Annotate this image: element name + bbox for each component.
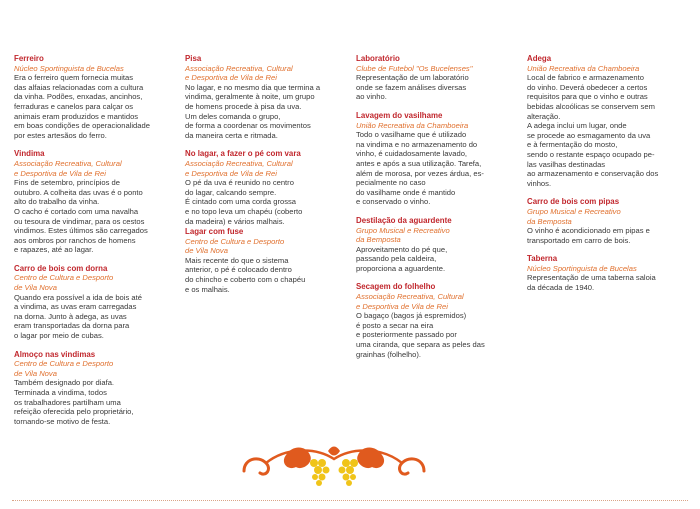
entry [185, 227, 349, 294]
entry [527, 54, 691, 188]
entry-organization: Centro de Cultura e Desporto de Vila Nova [14, 273, 114, 293]
entry-description: Representação de um laboratório onde se fazem análises diversas ao vinho. [356, 73, 469, 102]
entry-organization: Associação Recreativa, Cultural e Desportiva de Vila de Rei [185, 158, 293, 178]
entry-organization: Associação Recreativa, Cultural e Desportiva de Vila de Rei [14, 158, 122, 178]
entry-title: Vindima [14, 149, 45, 159]
entry-organization: Centro de Cultura e Desporto de Vila Nova [185, 236, 285, 256]
column-4 [527, 54, 691, 302]
entry-organization: Associação Recreativa, Cultural e Desportiva de Vila de Rei [185, 63, 293, 83]
entry [356, 54, 520, 102]
entry-description: Aproveitamento do pé que, passando pela caldeira, proporciona a aguardente. [356, 244, 448, 273]
entry-title: Almoço nas vindimas [14, 349, 96, 359]
entry-organization: União Recreativa da Chamboeira [356, 120, 469, 130]
column-3 [356, 54, 520, 368]
entry-organization: Núcleo Sportinguista de Bucelas [527, 263, 637, 273]
dotted-divider [12, 500, 688, 501]
entry-description: Representação de uma taberna saloia da década de 1940. [527, 273, 656, 293]
entry [527, 197, 691, 245]
entry-organization: Associação Recreativa, Cultural e Desportiva de Vila de Rei [356, 292, 464, 311]
entry-title: No lagar, a fazer o pé com vara [185, 149, 301, 159]
entry-title: Adega [527, 54, 552, 63]
entry-description: Quando era possível a ida de bois até a vindima, as uvas eram carregadas na dorna. Junto à adega, as uvas eram transportadas da dorna para o lagar por meio de cubas. [14, 292, 142, 341]
entry-description: Fins de setembro, princípios de outubro. A colheita das uvas é o ponto alto do trabalho da vinha. O cacho é cortado com uma navalha ou tesoura de vindimar, para os cestos vindimos. Estes últimos são carregados aos ombros por ranchos de homens e rapazes, até ao lagar. [14, 178, 148, 255]
entry-title: Lavagem do vasilhame [356, 110, 443, 120]
entry [527, 254, 691, 292]
entry [14, 350, 178, 427]
entry [185, 149, 349, 226]
column-2 [185, 54, 349, 303]
entry-description: O vinho é acondicionado em pipas e transportado em carro de bois. [527, 226, 650, 245]
entry-organization: Centro de Cultura e Desporto de Vila Nova [14, 359, 114, 378]
entry [14, 264, 178, 341]
grape-cluster-icon [310, 459, 358, 486]
entry-organization: Grupo Musical e Recreativo da Bemposta [356, 225, 450, 245]
entry-title: Carro de bois com pipas [527, 197, 620, 207]
entry-title: Secagem do folhelho [356, 282, 436, 292]
entry-organization: Grupo Musical e Recreativo da Bemposta [527, 206, 621, 226]
entry-title: Laboratório [356, 54, 400, 63]
entry-description: Todo o vasilhame que é utilizado na vindima e no armazenamento do vinho, é cuidadosamente lavado, antes e após a sua utilização. Tarefa, além de morosa, por vezes árdua, es- pecialmente no caso do vasilhame onde é mantido e conservado o vinho. [356, 130, 484, 207]
entry-organization: União Recreativa da Chamboeira [527, 63, 640, 73]
entry-description: Era o ferreiro quem fornecia muitas das alfaias relacionadas com a cultura da vinha. Podões, enxadas, ancinhos, ferraduras e canelos para calçar os animais eram produzidos e mantidos em boas condições de operacionalidade por estes artesãos do ferro. [14, 73, 150, 140]
entry [185, 54, 349, 140]
entry-description: O bagaço (bagos já espremidos) é posto a secar na eira e posteriormente passado por uma ciranda, que separa as peles das grainhas (folhelho). [356, 311, 485, 359]
entry-title: Lagar com fuse [185, 227, 244, 237]
entry-description: O pé da uva é reunido no centro do lagar, calcando sempre. É cintado com uma corda grossa e no topo leva um chapéu (coberto da madeira) e vários malhais. [185, 178, 303, 226]
column-1 [14, 54, 178, 435]
grape-vine-ornament [236, 441, 432, 487]
entry-description: Mais recente do que o sistema anterior, o pé é colocado dentro do chincho e coberto com o chapéu e os malhais. [185, 255, 306, 294]
entry-title: Taberna [527, 254, 558, 264]
entry [14, 149, 178, 255]
entry-description: Também designado por diafa. Terminada a vindima, todos os trabalhadores partilham uma refeição oferecida pelo proprietário, tornando-se motivo de festa. [14, 378, 134, 426]
entry-title: Carro de bois com dorna [14, 263, 108, 273]
entry [14, 54, 178, 140]
entry [356, 282, 520, 359]
entry-description: Local de fabrico e armazenamento do vinho. Deverá obedecer a certos requisitos para que o vinho e outras bebidas alcoólicas se conservem sem alteração. A adega inclui um lugar, onde se procede ao esmagamento da uva e à fermentação do mosto, sendo o restante espaço ocupado pe- las vasilhas destinadas ao armazenamento e conservação dos vinhos. [527, 73, 659, 188]
entry [356, 216, 520, 274]
entry-organization: Clube de Futebol "Os Bucelenses" [356, 63, 473, 73]
entry-description: No lagar, e no mesmo dia que termina a vindima, geralmente à noite, um grupo de homens procede à pisa da uva. Um deles comanda o grupo, de forma a coordenar os movimentos da maneira certa e ritmada. [185, 82, 321, 140]
entry-title: Pisa [185, 54, 202, 63]
entry-organization: Núcleo Sportinguista de Bucelas [14, 63, 124, 73]
entry-title: Ferreiro [14, 54, 44, 63]
entry [356, 111, 520, 207]
vine-leaf-icon [284, 447, 384, 469]
entry-title: Destilação da aguardente [356, 215, 452, 225]
